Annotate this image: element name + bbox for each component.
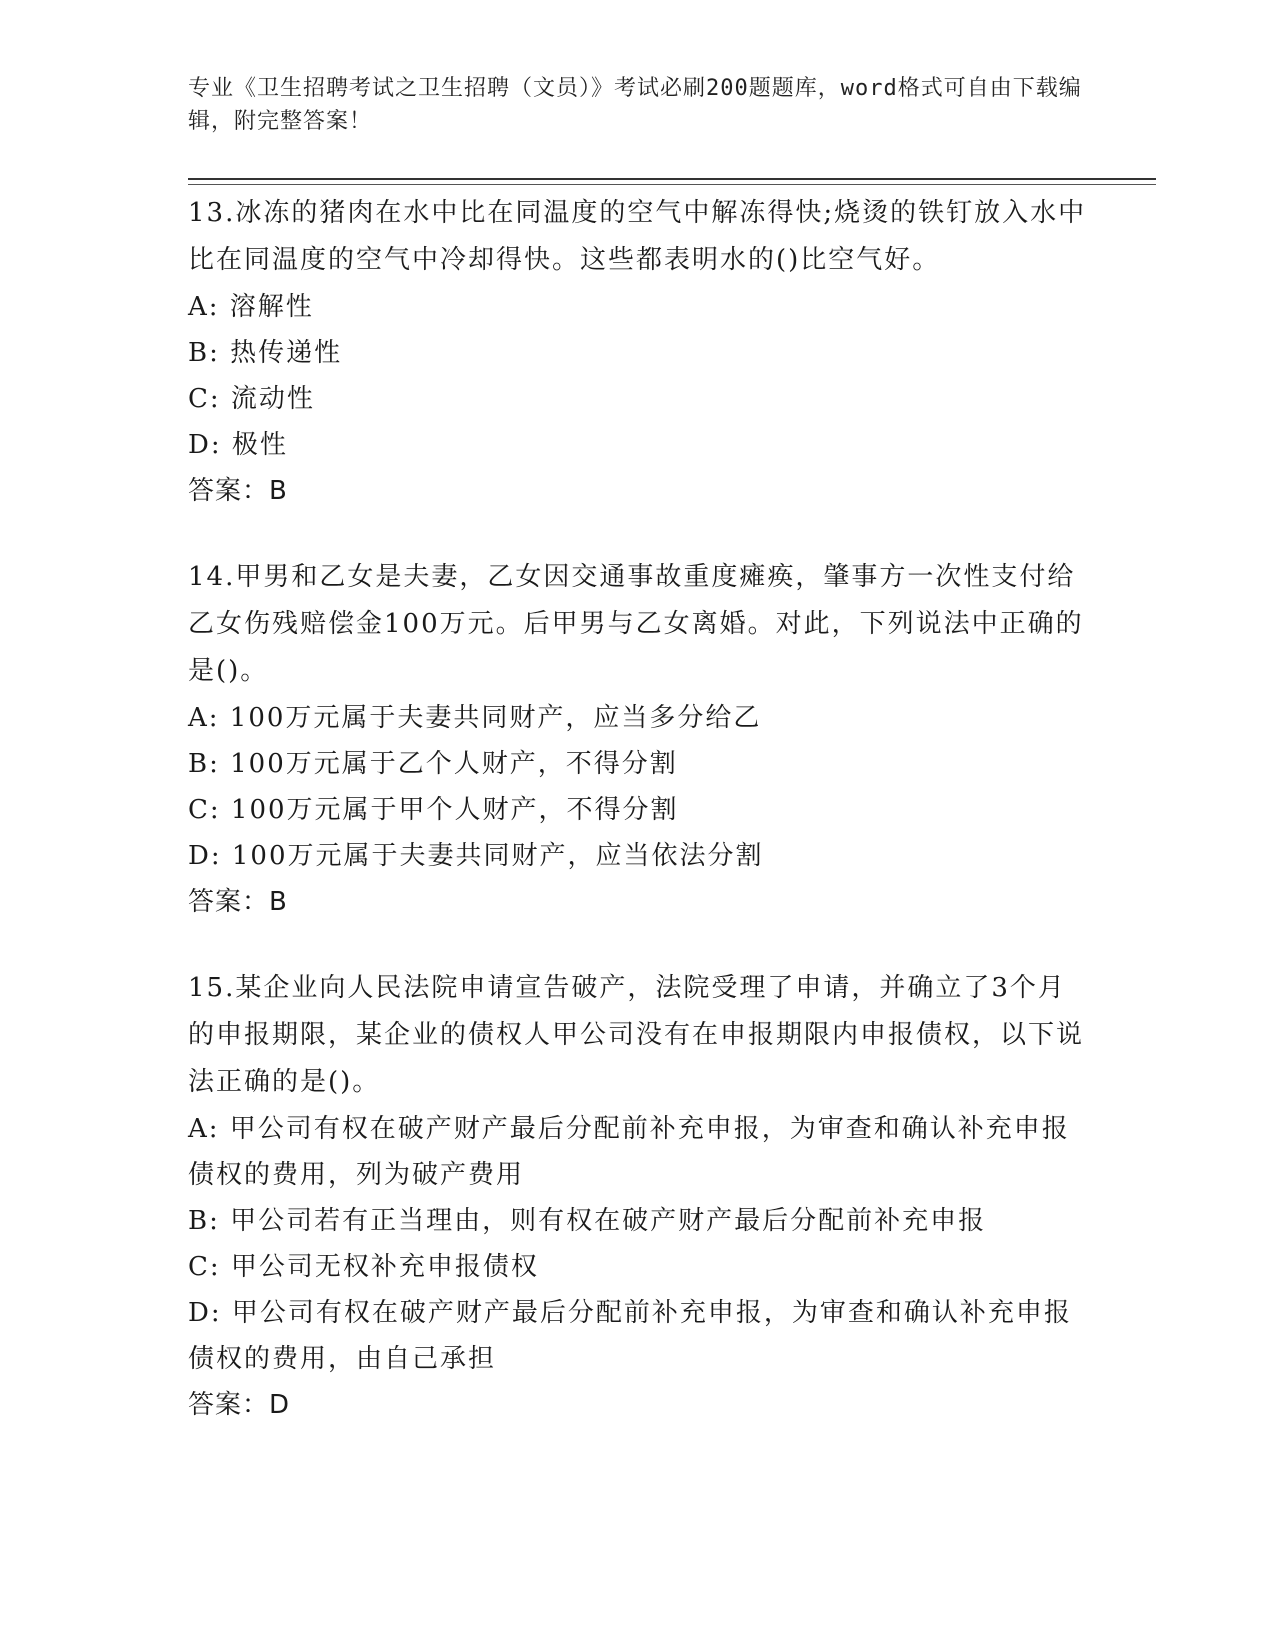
question-stem: 15.某企业向人民法院申请宣告破产，法院受理了申请，并确立了3个月的申报期限，某企业的债权人甲公司没有在申报期限内申报债权，以下说法正确的是()。 xyxy=(188,973,1085,1097)
option-a: A: 溶解性 xyxy=(188,292,314,322)
option-d: D: 甲公司有权在破产财产最后分配前补充申报，为审查和确认补充申报债权的费用，由自己承担 xyxy=(188,1298,1072,1374)
option-b: B: 100万元属于乙个人财产，不得分割 xyxy=(188,749,678,779)
question-stem: 13.冰冻的猪肉在水中比在同温度的空气中解冻得快;烧烫的铁钉放入水中比在同温度的空气中冷却得快。这些都表明水的()比空气好。 xyxy=(188,198,1087,275)
answer-line: 答案：B xyxy=(188,887,288,917)
option-d: D: 极性 xyxy=(188,430,288,460)
question-stem: 14.甲男和乙女是夫妻，乙女因交通事故重度瘫痪，肇事方一次性支付给乙女伤残赔偿金100万元。后甲男与乙女离婚。对此，下列说法中正确的是()。 xyxy=(188,562,1084,686)
option-b: B: 热传递性 xyxy=(188,338,343,368)
question-13 xyxy=(188,190,1088,514)
header-divider-thick xyxy=(188,178,1156,180)
option-a: A: 甲公司有权在破产财产最后分配前补充申报，为审查和确认补充申报债权的费用，列为破产费用 xyxy=(188,1114,1070,1190)
document-header: 专业《卫生招聘考试之卫生招聘（文员）》考试必刷200题题库，word格式可自由下载编辑，附完整答案！ xyxy=(188,76,1082,134)
option-c: C: 流动性 xyxy=(188,384,315,414)
answer-line: 答案：D xyxy=(188,1390,291,1420)
option-c: C: 甲公司无权补充申报债权 xyxy=(188,1252,539,1282)
option-d: D: 100万元属于夫妻共同财产，应当依法分割 xyxy=(188,841,764,871)
answer-line: 答案：B xyxy=(188,476,288,506)
option-b: B: 甲公司若有正当理由，则有权在破产财产最后分配前补充申报 xyxy=(188,1206,987,1236)
option-c: C: 100万元属于甲个人财产，不得分割 xyxy=(188,795,679,825)
option-a: A: 100万元属于夫妻共同财产，应当多分给乙 xyxy=(188,703,762,733)
header-divider-thin xyxy=(188,184,1156,185)
question-14 xyxy=(188,554,1088,925)
question-15 xyxy=(188,965,1088,1428)
